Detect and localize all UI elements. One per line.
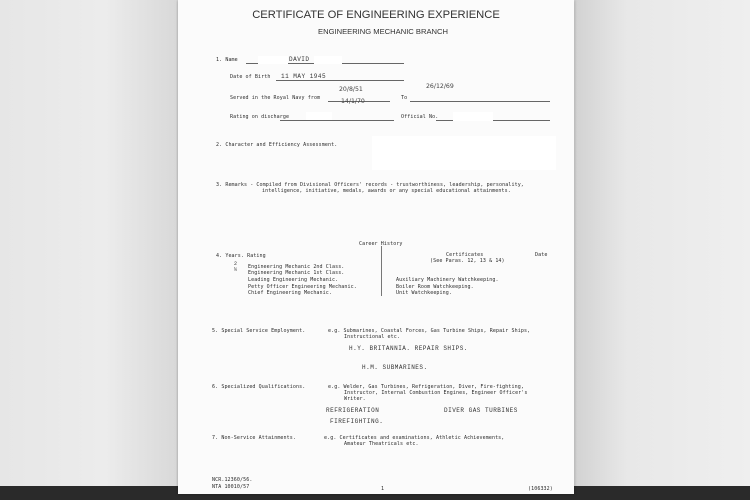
section-5-label: 5. Special Service Employment. <box>212 328 306 334</box>
dob-value: 11 MAY 1945 <box>281 73 327 80</box>
certificate-item: Unit Watchkeeping. <box>396 290 452 296</box>
date-heading: Date <box>535 252 548 258</box>
rating-item: Petty Officer Engineering Mechanic. <box>248 284 357 290</box>
section-3-line-2: intelligence, initiative, medals, awards or any special educational attainments. <box>262 188 511 194</box>
background-right <box>575 0 750 500</box>
official-no-label: Official No. <box>401 114 439 120</box>
background-left <box>0 0 175 500</box>
to-label: To <box>401 95 408 101</box>
served-to-date: 26/12/69 <box>426 83 454 90</box>
rating-item: Engineering Mechanic 2nd Class. <box>248 264 345 270</box>
certificate-sheet <box>178 0 574 494</box>
redaction-assessment <box>372 136 556 170</box>
form-code: (106332) <box>528 486 553 492</box>
certificate-item: Auxiliary Machinery Watchkeeping. <box>396 277 499 283</box>
rating-discharge-label: Rating on discharge <box>230 114 290 120</box>
special-service-entry-1: H.Y. BRITANNIA. REPAIR SHIPS. <box>349 345 468 352</box>
served-from-date-1: 20/8/51 <box>339 86 363 93</box>
name-value: DAVID <box>289 56 310 63</box>
form-number-2: NTA 10010/57 <box>212 484 250 490</box>
section-4-label: 4. Years. Rating <box>216 253 266 259</box>
section-7-label: 7. Non-Service Attainments. <box>212 435 296 441</box>
section-7-line-2: Amateur Theatricals etc. <box>344 441 419 447</box>
served-label: Served in the Royal Navy from <box>230 95 321 101</box>
section-7-line-1: e.g. Certificates and examinations, Athletic Achievements, <box>324 435 505 441</box>
form-number-1: NCR.12360/56. <box>212 477 253 483</box>
section-6-label: 6. Specialized Qualifications. <box>212 384 306 390</box>
served-from-date-2: 14/1/70 <box>341 98 365 105</box>
certificate-item: Boiler Room Watchkeeping. <box>396 284 474 290</box>
rating-item: Leading Engineering Mechanic. <box>248 277 339 283</box>
qualification-entry-1: REFRIGERATION <box>326 407 380 414</box>
certificates-heading: Certificates <box>446 252 484 258</box>
redaction-official-no <box>453 112 493 121</box>
dob-line <box>276 80 404 81</box>
rating-line <box>280 120 394 121</box>
redaction-name-first <box>258 56 288 64</box>
section-6-line-2: Instructor, Internal Combustion Engines, Engineer Officer's <box>344 390 528 396</box>
career-history-heading: Career History <box>359 241 403 247</box>
section-2-label: 2. Character and Efficiency Assessment. <box>216 142 338 148</box>
qualification-entry-3: FIREFIGHTING. <box>330 418 384 425</box>
years-mark-1: 2 <box>234 261 238 267</box>
dob-label: Date of Birth <box>230 74 271 80</box>
qualification-entry-2: DIVER GAS TURBINES <box>444 407 518 414</box>
certificates-subheading: (See Paras. 12, 13 & 14) <box>430 258 505 264</box>
section-6-line-1: e.g. Welder, Gas Turbines, Refrigeration, Diver, Fire-fighting, <box>328 384 524 390</box>
section-6-line-3: Writer. <box>344 396 366 402</box>
certificate-title: CERTIFICATE OF ENGINEERING EXPERIENCE <box>252 9 500 21</box>
rating-item: Engineering Mechanic 1st Class. <box>248 270 345 276</box>
special-service-entry-2: H.M. SUBMARINES. <box>362 364 428 371</box>
redaction-name-last <box>314 56 342 64</box>
section-5-line-2: Instructional etc. <box>344 334 400 340</box>
career-divider <box>381 246 382 296</box>
section-5-line-1: e.g. Submarines, Coastal Forces, Gas Turbine Ships, Repair Ships, <box>328 328 531 334</box>
years-mark-2: ½ <box>234 267 238 273</box>
certificate-subtitle: ENGINEERING MECHANIC BRANCH <box>318 27 448 36</box>
section-3-line-1: 3. Remarks - Compiled from Divisional Officers' records - trustworthiness, leadership, personality, <box>216 182 524 188</box>
redaction-rating <box>306 112 332 120</box>
page-number: 1 <box>381 486 385 492</box>
served-to-line <box>410 101 550 102</box>
rating-item: Chief Engineering Mechanic. <box>248 290 332 296</box>
name-label: 1. Name <box>216 57 238 63</box>
